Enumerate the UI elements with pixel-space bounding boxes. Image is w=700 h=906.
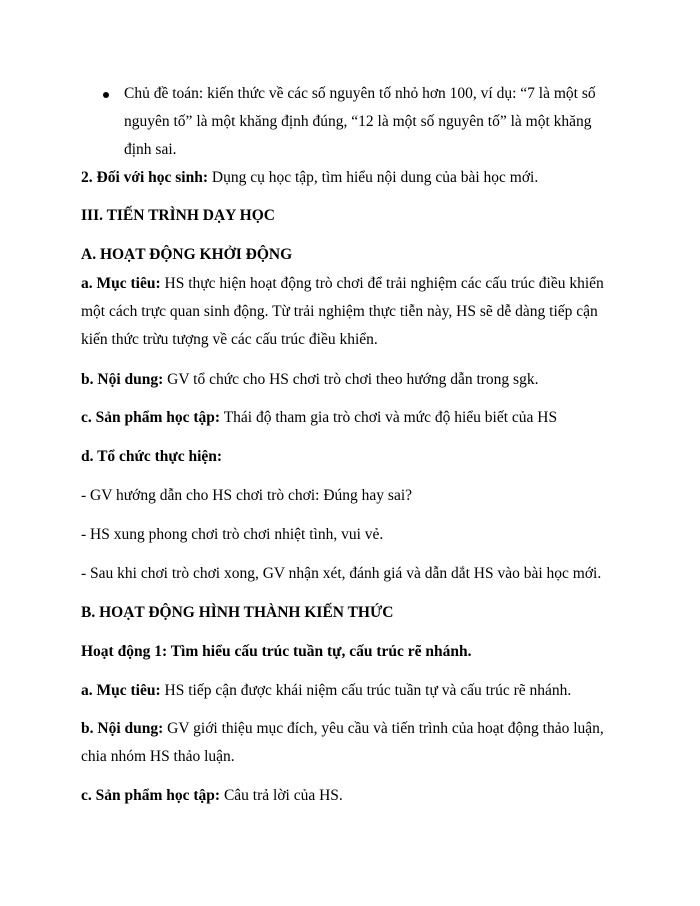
bullet-line-3: định sai. — [124, 141, 177, 158]
activity-a-step-3: - Sau khi chơi trò chơi xong, GV nhận xét, đánh giá và dẫn dắt HS vào bài học mới. — [81, 565, 602, 582]
bullet-line-1: Chủ đề toán: kiến thức về các số nguyên tố nhỏ hơn 100, ví dụ: “7 là một số — [124, 85, 596, 102]
activity-a-step-1: - GV hướng dẫn cho HS chơi trò chơi: Đúng hay sai? — [81, 487, 413, 504]
activity-b-product — [81, 786, 343, 806]
activity-a-product — [81, 408, 557, 428]
activity-b-content-label: b. Nội dung: — [81, 720, 164, 737]
activity-a-product-text: Thái độ tham gia trò chơi và mức độ hiểu biết của HS — [220, 409, 558, 426]
activity-b-goal-text: HS tiếp cận được khái niệm cấu trúc tuần tự và cấu trúc rẽ nhánh. — [160, 682, 572, 699]
activity-b-content-line-2: chia nhóm HS thảo luận. — [81, 748, 235, 765]
section-3-heading: III. TIẾN TRÌNH DẠY HỌC — [81, 207, 275, 224]
activity-b-goal-label: a. Mục tiêu: — [81, 682, 161, 699]
students-label: 2. Đối với học sinh: — [81, 169, 209, 186]
activity-a-goal-line-1 — [81, 274, 604, 294]
students-text: Dụng cụ học tập, tìm hiểu nội dung của bài học mới. — [208, 169, 539, 186]
activity-a-step-2: - HS xung phong chơi trò chơi nhiệt tình, vui vẻ. — [81, 526, 384, 543]
activity-b-subtitle: Hoạt động 1: Tìm hiểu cấu trúc tuần tự, cấu trúc rẽ nhánh. — [81, 643, 472, 660]
activity-a-goal-line-2: một cách trực quan sinh động. Từ trải nghiệm thực tiễn này, HS sẽ dễ dàng tiếp cận — [81, 303, 598, 320]
activity-a-heading: A. HOẠT ĐỘNG KHỞI ĐỘNG — [81, 246, 293, 263]
activity-a-org-label: d. Tổ chức thực hiện: — [81, 448, 223, 465]
activity-a-product-label: c. Sản phẩm học tập: — [81, 409, 221, 426]
bullet-line-2: nguyên tố” là một khăng định đúng, “12 là một số nguyên tố” là một khăng — [124, 113, 592, 130]
activity-a-goal-label: a. Mục tiêu: — [81, 275, 161, 292]
activity-a-goal-text: HS thực hiện hoạt động trò chơi để trải nghiệm các cấu trúc điều khiển — [160, 275, 604, 292]
activity-a-goal-line-3: kiến thức trừu tượng về các cấu trúc điều khiển. — [81, 331, 378, 348]
activity-b-product-text: Câu trả lời của HS. — [220, 787, 343, 804]
activity-a-content-text: GV tổ chức cho HS chơi trò chơi theo hướng dẫn trong sgk. — [163, 371, 539, 388]
activity-b-product-label: c. Sản phẩm học tập: — [81, 787, 221, 804]
activity-b-heading: B. HOẠT ĐỘNG HÌNH THÀNH KIẾN THỨC — [81, 604, 394, 621]
activity-a-content-label: b. Nội dung: — [81, 371, 164, 388]
students-paragraph — [81, 168, 538, 188]
activity-b-goal — [81, 681, 571, 701]
activity-b-content-text: GV giới thiệu mục đích, yêu cầu và tiến trình của hoạt động thảo luận, — [163, 720, 604, 737]
activity-b-content-line-1 — [81, 719, 604, 739]
bullet-dot-icon — [103, 92, 109, 98]
activity-a-content — [81, 370, 538, 390]
